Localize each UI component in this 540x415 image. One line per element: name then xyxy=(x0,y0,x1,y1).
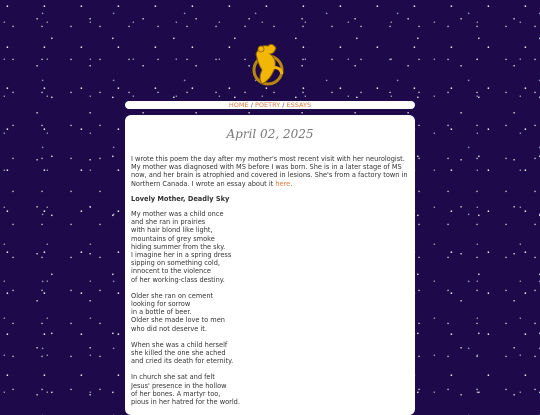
intro-end: . xyxy=(290,179,293,188)
intro-text: I wrote this poem the day after my mother's most recent visit with her neurologist. My mother was diagnosed with MS before I was born. She is in a later stage of MS now, and her brain is atrophied and covered in lesions. She's from a factory town in Northern Canada. I wrote an essay about it xyxy=(131,155,408,188)
poem-line: My mother was a child once xyxy=(131,210,224,219)
poem-line: hiding summer from the sky. xyxy=(131,242,226,251)
nav-poetry-link[interactable]: POETRY xyxy=(255,101,281,109)
top-navigation xyxy=(125,101,415,109)
poem-line: with hair blond like light, xyxy=(131,226,213,235)
poem-line: and cried its death for eternity. xyxy=(131,357,234,366)
poem-line: of her bones. A martyr too, xyxy=(131,389,221,398)
poem-line: In church she sat and felt xyxy=(131,373,215,382)
poem-line: When she was a child herself xyxy=(131,340,228,349)
nav-separator: / xyxy=(282,101,285,109)
poem-line: and she ran in prairies xyxy=(131,218,206,227)
poem-stanza xyxy=(131,373,409,406)
poem-stanza xyxy=(131,292,409,333)
poem-line: I imagine her in a spring dress xyxy=(131,251,232,260)
poem-stanza xyxy=(131,341,409,366)
poem-line: innocent to the violence xyxy=(131,267,211,276)
poem-line: of her working-class destiny. xyxy=(131,275,225,284)
nav-essays-link[interactable]: ESSAYS xyxy=(286,101,312,109)
poem-line: Older she ran on cement xyxy=(131,291,214,300)
poem-line: looking for sorrow xyxy=(131,300,191,309)
poem-line: she killed the one she ached xyxy=(131,349,226,358)
poem-line: Jesus' presence in the hollow xyxy=(131,381,227,390)
poem-stanza xyxy=(131,210,409,284)
nav-separator: / xyxy=(250,101,253,109)
post-card xyxy=(125,115,415,415)
poem-line: sipping on something cold, xyxy=(131,259,221,268)
essay-link[interactable]: here xyxy=(275,179,291,188)
post-content xyxy=(131,155,409,414)
poem-line: mountains of grey smoke xyxy=(131,234,215,243)
site-logo-icon[interactable] xyxy=(248,40,288,90)
poem-line: in a bottle of beer. xyxy=(131,308,192,317)
poem-title: Lovely Mother, Deadly Sky xyxy=(131,194,230,203)
intro-paragraph xyxy=(131,155,409,188)
poem-line: pious in her hatred for the world. xyxy=(131,398,240,407)
nav-home-link[interactable]: HOME xyxy=(228,101,249,109)
poem-line: Older she made love to men xyxy=(131,316,225,325)
post-date: April 02, 2025 xyxy=(226,127,314,141)
poem-line: who did not deserve it. xyxy=(131,324,207,333)
